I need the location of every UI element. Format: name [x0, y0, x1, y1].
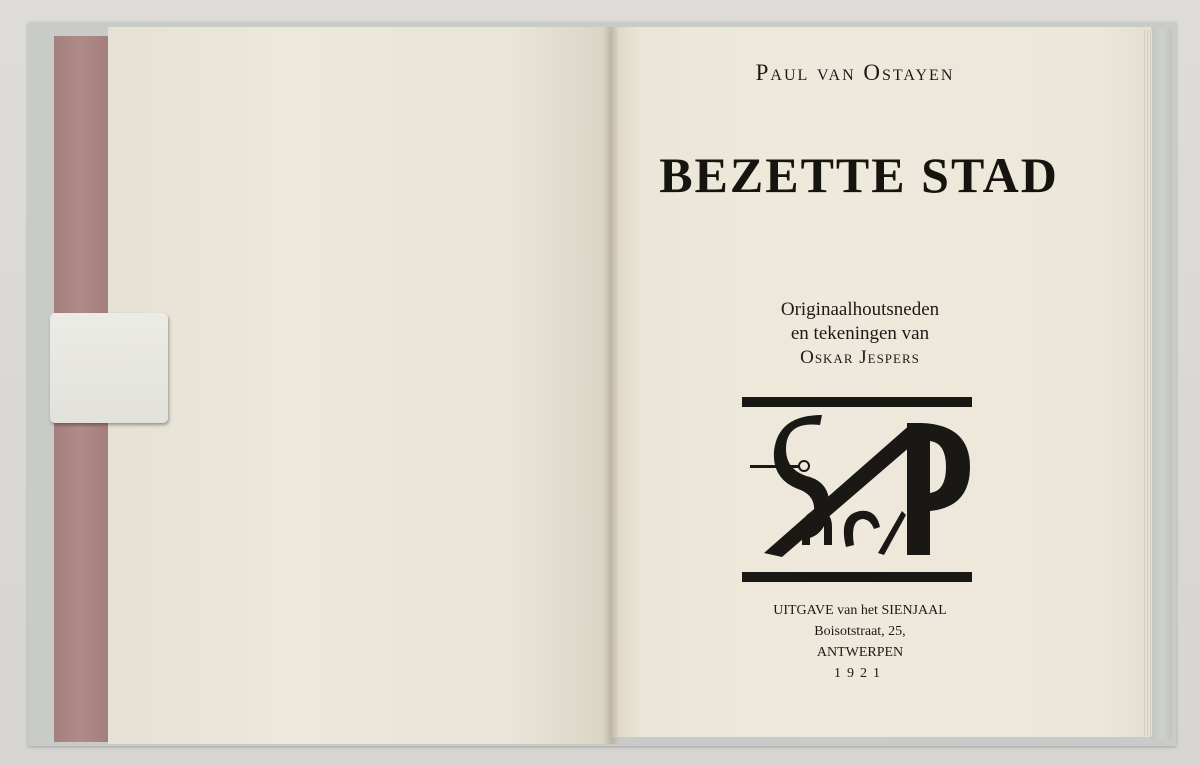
page-edges: [1142, 30, 1152, 736]
left-blank-page: [108, 27, 612, 744]
imprint-publisher: UITGAVE van het SIENJAAL: [773, 603, 947, 618]
subtitle-line-2: en tekeningen van: [790, 323, 930, 344]
author-name: Paul van Ostayen: [755, 60, 955, 85]
imprint-year: 1921: [834, 666, 886, 681]
imprint-city: ANTWERPEN: [816, 645, 904, 660]
subtitle-block: [700, 298, 1020, 370]
subtitle-line-1: Originaalhoutsneden: [780, 299, 940, 320]
imprint-street: Boisotstraat, 25,: [814, 624, 906, 639]
rule-bottom: [742, 572, 972, 582]
book-gutter: [603, 27, 619, 744]
imprint-block: [700, 600, 1020, 684]
book-title: BEZETTE STAD: [659, 147, 1059, 203]
rule-top: [742, 397, 972, 407]
cloth-clasp-icon: [50, 313, 168, 423]
sienjaal-woodcut-logo-icon: [742, 415, 974, 563]
artist-name: Oskar Jespers: [800, 347, 920, 368]
cover-right-edge: [1150, 30, 1172, 738]
